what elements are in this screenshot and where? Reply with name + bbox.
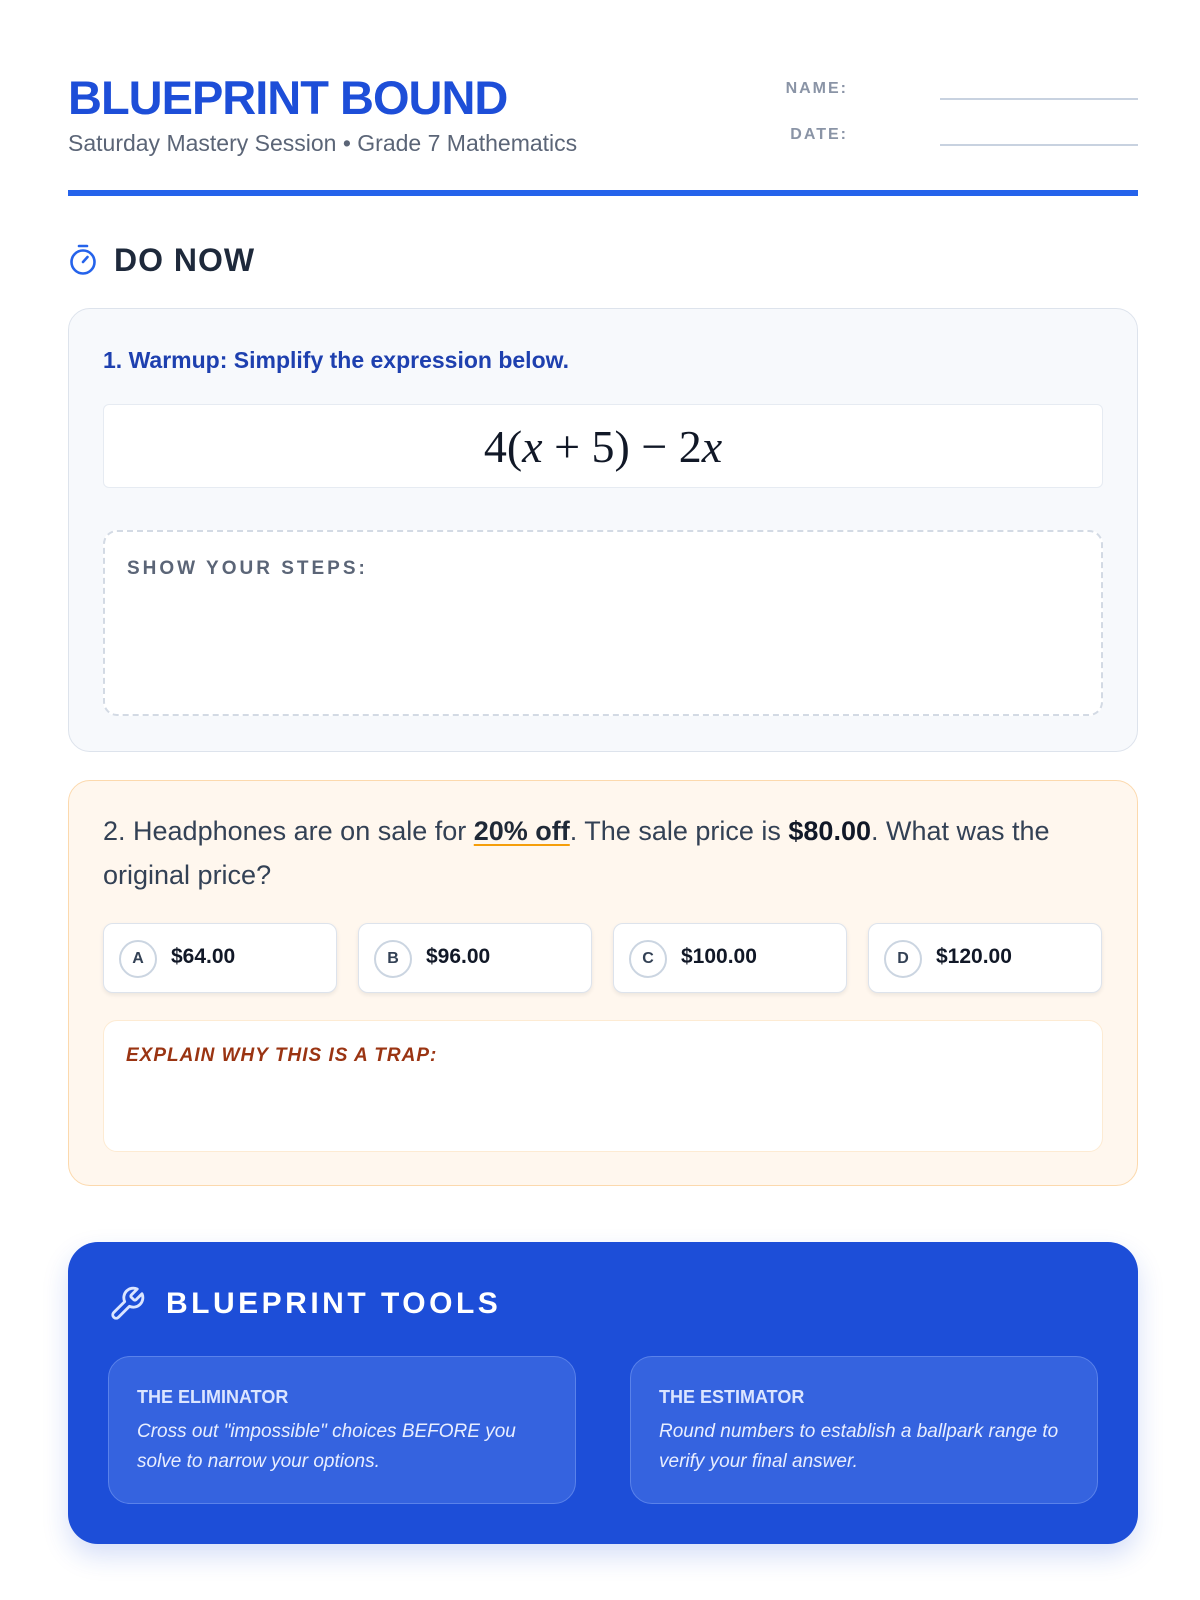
answer-choices [103, 923, 1103, 993]
worksheet-title: BLUEPRINT BOUND [68, 71, 508, 124]
expression-part: 4( [483, 420, 523, 472]
show-steps-label: SHOW YOUR STEPS: [127, 558, 368, 579]
choice-value: $64.00 [171, 945, 236, 968]
question-text-part: . The sale price is [569, 816, 789, 846]
choice-letter-badge: A [119, 940, 157, 978]
sale-price-highlight: $80.00 [788, 816, 871, 846]
tool-description: Cross out "impossible" choices BEFORE you solve to narrow your options. [137, 1421, 516, 1472]
choice-value: $100.00 [681, 945, 757, 968]
date-field[interactable] [768, 126, 1138, 156]
choice-letter-badge: C [629, 940, 667, 978]
name-line[interactable] [940, 98, 1138, 100]
tool-name: THE ESTIMATOR [659, 1387, 805, 1407]
question-text-part: . What was the original price? [103, 816, 1050, 890]
date-label: DATE: [790, 126, 848, 143]
warmup-question-title: 1. Warmup: Simplify the expression below. [103, 347, 570, 373]
name-label: NAME: [785, 80, 848, 97]
choice-value: $120.00 [936, 945, 1012, 968]
stopwatch-icon [68, 243, 98, 277]
blueprint-tools-panel [68, 1242, 1138, 1544]
tool-card-eliminator [108, 1356, 576, 1504]
choice-value: $96.00 [426, 945, 491, 968]
discount-highlight: 20% off [473, 816, 570, 846]
choice-d[interactable] [868, 923, 1102, 993]
explain-trap-label: EXPLAIN WHY THIS IS A TRAP: [126, 1045, 438, 1066]
name-field[interactable] [768, 80, 1138, 110]
choice-letter-badge: D [884, 940, 922, 978]
choice-b[interactable] [358, 923, 592, 993]
tool-card-estimator [630, 1356, 1098, 1504]
discount-question-card [68, 780, 1138, 1186]
explain-trap-area[interactable] [103, 1020, 1103, 1152]
choice-a[interactable] [103, 923, 337, 993]
warmup-question-card [68, 308, 1138, 752]
worksheet-subtitle: Saturday Mastery Session • Grade 7 Mathematics [68, 130, 578, 156]
expression-variable: x [701, 420, 723, 472]
worksheet-header [68, 68, 1138, 196]
tool-description: Round numbers to establish a ballpark range to verify your final answer. [659, 1421, 1059, 1472]
math-expression [484, 420, 722, 473]
expression-box [103, 404, 1103, 488]
choice-c[interactable] [613, 923, 847, 993]
discount-question-text [103, 809, 1103, 897]
date-line[interactable] [940, 144, 1138, 146]
question-text-part: 2. Headphones are on sale for [103, 816, 474, 846]
choice-letter-badge: B [374, 940, 412, 978]
expression-part: + 5) − 2 [542, 420, 702, 472]
do-now-title: DO NOW [114, 241, 256, 278]
tools-heading [108, 1284, 501, 1324]
expression-variable: x [522, 420, 543, 472]
tool-name: THE ELIMINATOR [137, 1387, 289, 1407]
wrench-icon [108, 1285, 146, 1323]
show-steps-area[interactable] [103, 530, 1103, 716]
tools-title: BLUEPRINT TOOLS [166, 1287, 502, 1320]
do-now-heading [68, 238, 255, 282]
